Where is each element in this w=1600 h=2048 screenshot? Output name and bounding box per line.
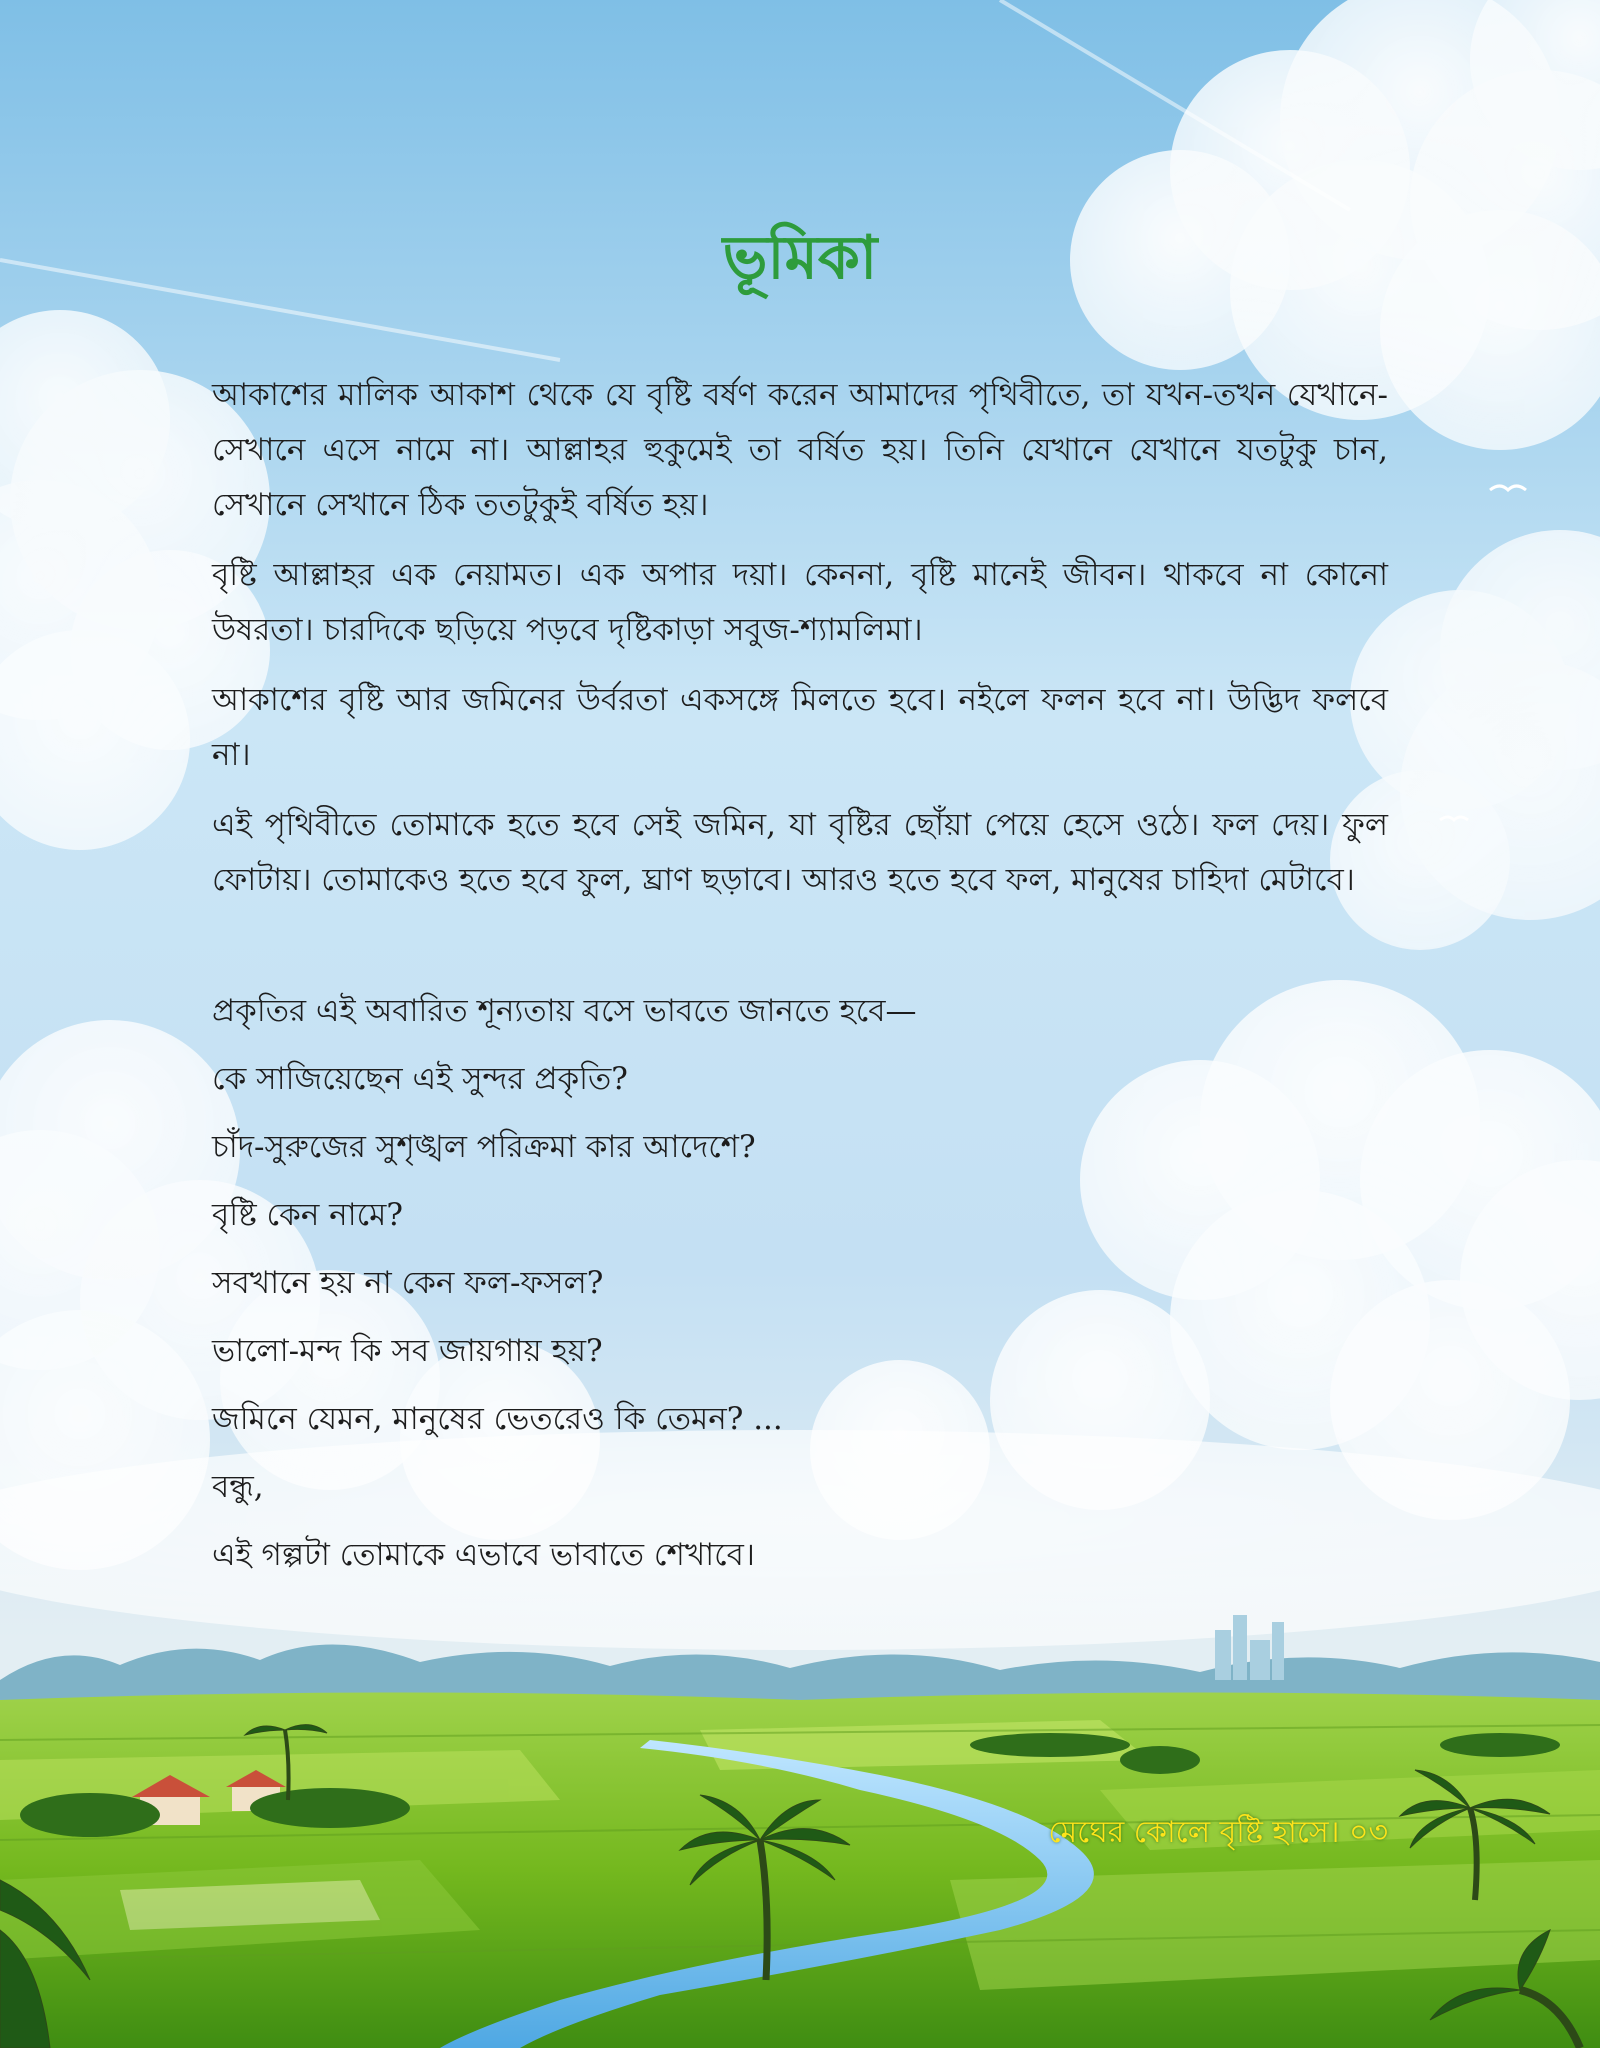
question-line: বৃষ্টি কেন নামে? bbox=[212, 1197, 403, 1233]
intro-paragraph-1: আকাশের মালিক আকাশ থেকে যে বৃষ্টি বর্ষণ করেন আমাদের পৃথিবীতে, তা যখন-তখন যেখানে-সেখানে এসে নামে না। আল্লাহর হুকুমেই তা বর্ষিত হয়। তিনি যেখানে যেখানে যতটুকু চান, সেখানে সেখানে ঠিক ততটুকুই বর্ষিত হয়। bbox=[212, 377, 1388, 523]
page-footer: মেঘের কোলে বৃষ্টি হাসে। ০৩ bbox=[1048, 1815, 1388, 1850]
closing-line: এই গল্পটা তোমাকে এভাবে ভাবাতে শেখাবে। bbox=[212, 1537, 755, 1573]
question-line: ভালো-মন্দ কি সব জায়গায় হয়? bbox=[212, 1333, 603, 1369]
page-title: ভূমিকা bbox=[722, 223, 878, 293]
question-line: জমিনে যেমন, মানুষের ভেতরেও কি তেমন? ... bbox=[212, 1401, 783, 1437]
intro-paragraph-2: বৃষ্টি আল্লাহর এক নেয়ামত। এক অপার দয়া। কেননা, বৃষ্টি মানেই জীবন। থাকবে না কোনো উষরতা। চারদিকে ছড়িয়ে পড়বে দৃষ্টিকাড়া সবুজ-শ্যামলিমা। bbox=[212, 557, 1388, 648]
intro-paragraph-4: এই পৃথিবীতে তোমাকে হতে হবে সেই জমিন, যা বৃষ্টির ছোঁয়া পেয়ে হেসে ওঠে। ফল দেয়। ফুল ফোটায়। তোমাকেও হতে হবে ফুল, ঘ্রাণ ছড়াবে। আরও হতে হবে ফল, মানুষের চাহিদা মেটাবে। bbox=[212, 807, 1388, 898]
reflection-line: প্রকৃতির এই অবারিত শূন্যতায় বসে ভাবতে জানতে হবে— bbox=[212, 993, 917, 1029]
question-line: সবখানে হয় না কেন ফল-ফসল? bbox=[212, 1265, 604, 1301]
question-line: চাঁদ-সুরুজের সুশৃঙ্খল পরিক্রমা কার আদেশে? bbox=[212, 1129, 756, 1165]
intro-paragraph-3: আকাশের বৃষ্টি আর জমিনের উর্বরতা একসঙ্গে মিলতে হবে। নইলে ফলন হবে না। উদ্ভিদ ফলবে না। bbox=[212, 682, 1388, 773]
question-line: কে সাজিয়েছেন এই সুন্দর প্রকৃতি? bbox=[212, 1061, 628, 1097]
salutation-line: বন্ধু, bbox=[212, 1469, 264, 1505]
